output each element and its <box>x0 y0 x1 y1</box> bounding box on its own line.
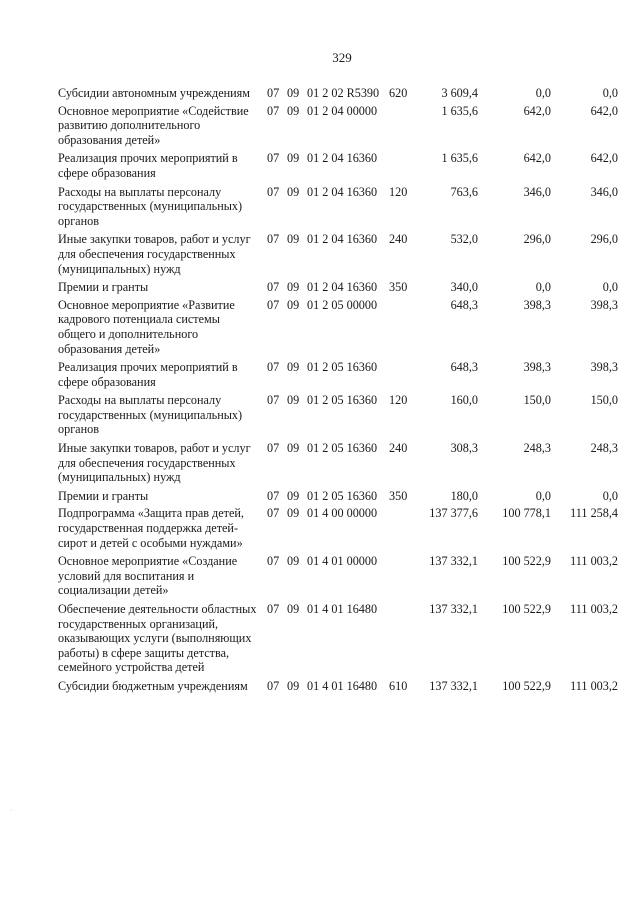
table-row <box>0 298 640 356</box>
subsection-code: 09 <box>287 232 300 247</box>
amount-year-1: 3 609,4 <box>441 86 478 100</box>
section-code: 07 <box>267 506 280 521</box>
target-article-code: 01 2 05 16360 <box>307 393 378 408</box>
amount-year-2: 0,0 <box>535 280 551 295</box>
row-name: Основное мероприятие «Создание условий для воспитания и социализации детей» <box>58 554 238 598</box>
section-code: 07 <box>267 554 280 569</box>
amount-year-3: 0,0 <box>602 280 618 295</box>
row-name: Субсидии автономным учреждениям <box>58 86 250 100</box>
row-name: Реализация прочих мероприятий в сфере образования <box>58 360 238 389</box>
section-code: 07 <box>267 488 280 503</box>
amount-year-1: 308,3 <box>450 441 478 456</box>
amount-year-3: 346,0 <box>590 184 618 199</box>
amount-year-2: 100 522,9 <box>502 554 551 569</box>
row-name: Иные закупки товаров, работ и услуг для обеспечения государственных (муниципальных) нужд <box>58 232 251 276</box>
section-code: 07 <box>267 232 280 247</box>
table-row <box>0 489 640 504</box>
section-code: 07 <box>267 297 280 312</box>
target-article-code: 01 2 04 00000 <box>307 103 378 118</box>
section-code: 07 <box>267 151 280 166</box>
target-article-code: 01 2 05 16360 <box>307 360 378 375</box>
subsection-code: 09 <box>287 488 300 503</box>
row-name: Премии и гранты <box>58 488 149 503</box>
table-row <box>0 86 640 101</box>
target-article-code: 01 2 05 16360 <box>307 488 378 503</box>
section-code: 07 <box>267 86 280 100</box>
expense-type-code: 620 <box>389 86 408 100</box>
subsection-code: 09 <box>287 297 300 312</box>
scan-marks: · <box>10 808 12 814</box>
subsection-code: 09 <box>287 506 300 521</box>
amount-year-2: 398,3 <box>523 360 551 375</box>
table-row <box>0 602 640 675</box>
target-article-code: 01 2 05 16360 <box>307 441 378 456</box>
expense-type-code: 350 <box>389 488 408 503</box>
table-row <box>0 151 640 180</box>
row-name: Обеспечение деятельности областных государственных организаций, оказывающих услуги (выполняющих работы) в сфере защиты детства, семейного устройства детей <box>58 602 257 675</box>
target-article-code: 01 2 02 R5390 <box>307 86 380 100</box>
expense-type-code: 120 <box>389 393 408 408</box>
target-article-code: 01 2 04 16360 <box>307 151 378 166</box>
subsection-code: 09 <box>287 103 300 118</box>
amount-year-3: 150,0 <box>590 393 618 408</box>
amount-year-1: 763,6 <box>450 184 478 199</box>
amount-year-1: 180,0 <box>450 488 478 503</box>
row-name: Основное мероприятие «Развитие кадрового потенциала системы общего и дополнительного образования детей» <box>58 297 235 356</box>
amount-year-3: 642,0 <box>590 151 618 166</box>
amount-year-2: 150,0 <box>523 393 551 408</box>
subsection-code: 09 <box>287 184 300 199</box>
amount-year-3: 111 258,4 <box>570 506 618 521</box>
section-code: 07 <box>267 184 280 199</box>
table-row <box>0 506 640 550</box>
section-code: 07 <box>267 280 280 295</box>
table-row <box>0 104 640 148</box>
amount-year-3: 398,3 <box>590 360 618 375</box>
table-row <box>0 679 640 694</box>
amount-year-2: 296,0 <box>523 232 551 247</box>
subsection-code: 09 <box>287 393 300 408</box>
amount-year-3: 111 003,2 <box>570 678 618 693</box>
amount-year-3: 111 003,2 <box>570 554 618 569</box>
row-name: Субсидии бюджетным учреждениям <box>58 678 248 693</box>
amount-year-1: 137 332,1 <box>429 602 478 616</box>
subsection-code: 09 <box>287 441 300 456</box>
table-row <box>0 360 640 389</box>
expense-type-code: 120 <box>389 184 408 199</box>
amount-year-2: 642,0 <box>523 151 551 166</box>
amount-year-2: 398,3 <box>523 297 551 312</box>
amount-year-1: 340,0 <box>450 280 478 295</box>
table-row <box>0 554 640 598</box>
page-number: 329 <box>332 50 352 65</box>
amount-year-1: 648,3 <box>450 297 478 312</box>
budget-table <box>0 86 640 698</box>
subsection-code: 09 <box>287 602 300 616</box>
target-article-code: 01 2 05 00000 <box>307 297 378 312</box>
expense-type-code: 240 <box>389 441 408 456</box>
amount-year-2: 100 522,9 <box>502 678 551 693</box>
subsection-code: 09 <box>287 554 300 569</box>
table-row <box>0 280 640 295</box>
section-code: 07 <box>267 678 280 693</box>
expense-type-code: 240 <box>389 232 408 247</box>
amount-year-3: 0,0 <box>602 488 618 503</box>
target-article-code: 01 4 01 00000 <box>307 554 378 569</box>
section-code: 07 <box>267 393 280 408</box>
table-row <box>0 393 640 437</box>
row-name: Подпрограмма «Защита прав детей, государственная поддержка детей-сирот и детей с особыми нуждами» <box>58 506 244 550</box>
section-code: 07 <box>267 602 280 616</box>
subsection-code: 09 <box>287 151 300 166</box>
expense-type-code: 610 <box>389 678 408 693</box>
amount-year-2: 0,0 <box>535 488 551 503</box>
amount-year-1: 137 332,1 <box>429 678 478 693</box>
amount-year-1: 532,0 <box>450 232 478 247</box>
target-article-code: 01 4 01 16480 <box>307 602 378 616</box>
amount-year-3: 296,0 <box>590 232 618 247</box>
amount-year-3: 398,3 <box>590 297 618 312</box>
row-name: Расходы на выплаты персоналу государственных (муниципальных) органов <box>58 393 243 437</box>
target-article-code: 01 4 00 00000 <box>307 506 378 521</box>
target-article-code: 01 2 04 16360 <box>307 232 378 247</box>
amount-year-1: 648,3 <box>450 360 478 375</box>
amount-year-1: 1 635,6 <box>441 103 478 118</box>
amount-year-2: 100 778,1 <box>502 506 551 521</box>
row-name: Иные закупки товаров, работ и услуг для обеспечения государственных (муниципальных) нужд <box>58 441 251 485</box>
amount-year-2: 248,3 <box>523 441 551 456</box>
row-name: Реализация прочих мероприятий в сфере образования <box>58 151 238 180</box>
amount-year-1: 137 332,1 <box>429 554 478 569</box>
section-code: 07 <box>267 103 280 118</box>
table-row <box>0 441 640 485</box>
amount-year-3: 111 003,2 <box>570 602 618 616</box>
row-name: Премии и гранты <box>58 280 149 295</box>
amount-year-3: 642,0 <box>590 103 618 118</box>
table-row <box>0 185 640 229</box>
amount-year-1: 1 635,6 <box>441 151 478 166</box>
section-code: 07 <box>267 360 280 375</box>
amount-year-2: 642,0 <box>523 103 551 118</box>
amount-year-1: 137 377,6 <box>429 506 478 521</box>
expense-type-code: 350 <box>389 280 408 295</box>
amount-year-2: 100 522,9 <box>502 602 551 616</box>
subsection-code: 09 <box>287 360 300 375</box>
target-article-code: 01 4 01 16480 <box>307 678 378 693</box>
subsection-code: 09 <box>287 86 300 100</box>
section-code: 07 <box>267 441 280 456</box>
subsection-code: 09 <box>287 280 300 295</box>
amount-year-3: 248,3 <box>590 441 618 456</box>
row-name: Расходы на выплаты персоналу государственных (муниципальных) органов <box>58 184 243 228</box>
subsection-code: 09 <box>287 678 300 693</box>
amount-year-2: 0,0 <box>535 86 551 100</box>
target-article-code: 01 2 04 16360 <box>307 280 378 295</box>
amount-year-2: 346,0 <box>523 184 551 199</box>
row-name: Основное мероприятие «Содействие развитию дополнительного образования детей» <box>58 103 249 147</box>
amount-year-1: 160,0 <box>450 393 478 408</box>
table-row <box>0 232 640 276</box>
amount-year-3: 0,0 <box>602 86 618 100</box>
target-article-code: 01 2 04 16360 <box>307 184 378 199</box>
